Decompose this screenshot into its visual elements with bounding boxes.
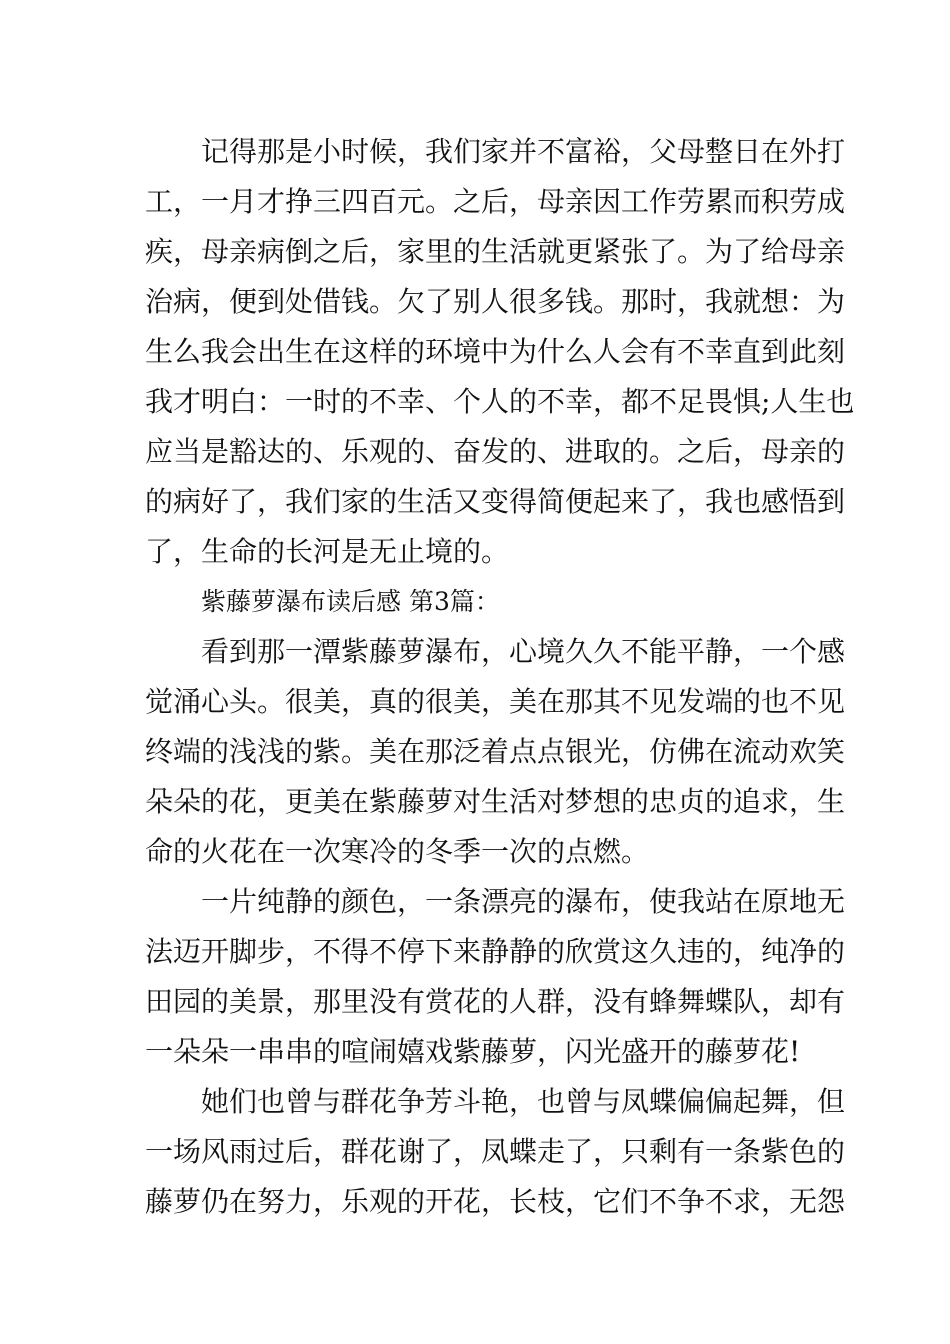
section-heading: 紫藤萝瀑布读后感 第3篇： bbox=[201, 587, 500, 616]
paragraph-3-line-1: 一片纯静的颜色，一条漂亮的瀑布，使我站在原地无 bbox=[201, 885, 846, 918]
paragraph-1-line-2: 工，一月才挣三四百元。之后，母亲因工作劳累而积劳成 bbox=[145, 185, 846, 218]
paragraph-1-line-8: 的病好了，我们家的生活又变得简便起来了，我也感悟到 bbox=[145, 485, 846, 518]
paragraph-1-line-9: 了，生命的长河是无止境的。 bbox=[145, 535, 510, 568]
paragraph-1-line-4: 治病，便到处借钱。欠了别人很多钱。那时，我就想：为 bbox=[145, 285, 846, 318]
paragraph-4-line-2: 一场风雨过后，群花谢了，凤蝶走了，只剩有一条紫色的 bbox=[145, 1135, 846, 1168]
paragraph-1-line-7: 应当是豁达的、乐观的、奋发的、进取的。之后，母亲的 bbox=[145, 435, 846, 468]
paragraph-4-line-1: 她们也曾与群花争芳斗艳，也曾与凤蝶偏偏起舞，但 bbox=[201, 1085, 846, 1118]
paragraph-3-line-2: 法迈开脚步，不得不停下来静静的欣赏这久违的，纯净的 bbox=[145, 935, 846, 968]
paragraph-2-line-4: 朵朵的花，更美在紫藤萝对生活对梦想的忠贞的追求，生 bbox=[145, 785, 846, 818]
paragraph-2-line-3: 终端的浅浅的紫。美在那泛着点点银光，仿佛在流动欢笑 bbox=[145, 735, 846, 768]
paragraph-4-line-3: 藤萝仍在努力，乐观的开花，长枝，它们不争不求，无怨 bbox=[145, 1185, 846, 1218]
paragraph-1-line-1: 记得那是小时候，我们家并不富裕，父母整日在外打 bbox=[201, 135, 846, 168]
paragraph-3-line-4: 一朵朵一串串的喧闹嬉戏紫藤萝，闪光盛开的藤萝花! bbox=[145, 1035, 801, 1068]
paragraph-1-line-3: 疾，母亲病倒之后，家里的生活就更紧张了。为了给母亲 bbox=[145, 235, 846, 268]
paragraph-2-line-1: 看到那一潭紫藤萝瀑布，心境久久不能平静，一个感 bbox=[201, 635, 846, 668]
paragraph-2-line-2: 觉涌心头。很美，真的很美，美在那其不见发端的也不见 bbox=[145, 685, 846, 718]
paragraph-1-line-5: 生么我会出生在这样的环境中为什么人会有不幸直到此刻 bbox=[145, 335, 846, 368]
paragraph-3-line-3: 田园的美景，那里没有赏花的人群，没有蜂舞蝶队，却有 bbox=[145, 985, 846, 1018]
paragraph-2-line-5: 命的火花在一次寒冷的冬季一次的点燃。 bbox=[145, 835, 650, 868]
paragraph-1-line-6: 我才明白：一时的不幸、个人的不幸，都不足畏惧;人生也 bbox=[145, 385, 855, 418]
